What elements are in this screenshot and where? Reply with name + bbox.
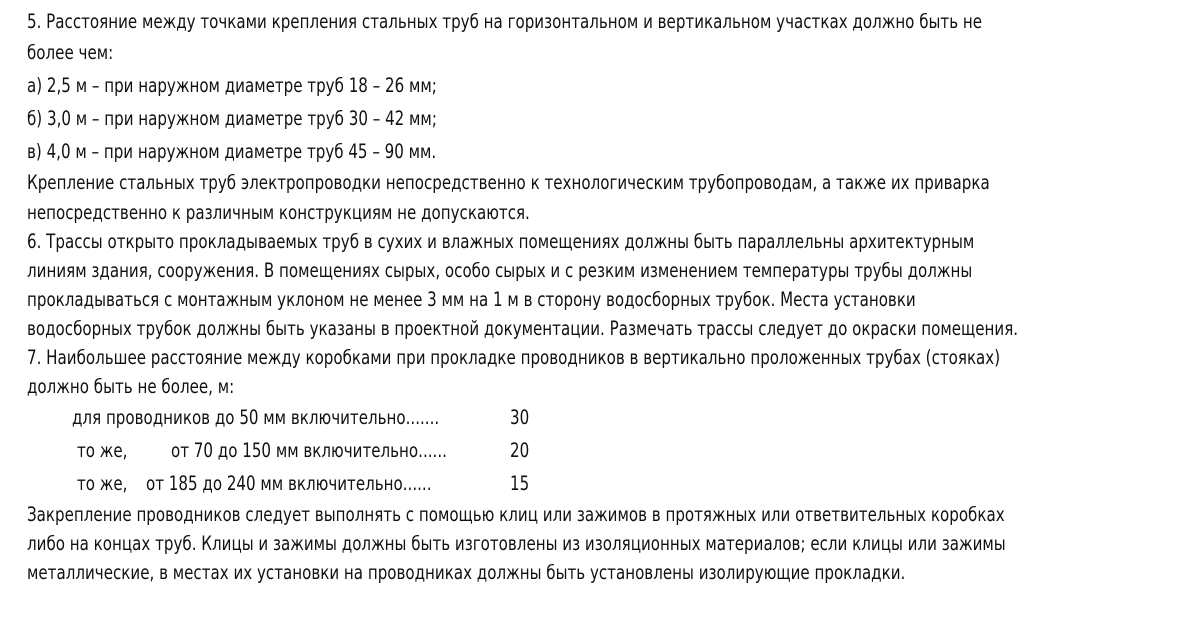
section-5-line-2: более чем:	[27, 41, 114, 64]
table-row-range: от 70 до 150 мм включительно......	[171, 439, 447, 462]
section-7-note-line-1: Закрепление проводников следует выполнять с помощью клиц или зажимов в протяжных или ответвительных коробках	[27, 503, 1005, 526]
table-row	[27, 401, 1187, 434]
section-7-note-line-3: металлические, в местах их установки на проводниках должны быть установлены изолирующие прокладки.	[27, 561, 906, 584]
table-row-range: от 185 до 240 мм включительно......	[146, 472, 432, 495]
table-row	[27, 467, 1187, 500]
section-7	[27, 343, 1187, 587]
table-row-label: для проводников до 50 мм включительно.......	[72, 406, 440, 429]
section-5	[27, 6, 1187, 227]
section-6-line-1: 6. Трассы открыто прокладываемых труб в сухих и влажных помещениях должны быть параллельны архитектурным	[27, 230, 975, 253]
section-6-line-4: водосборных трубок должны быть указаны в проектной документации. Размечать трассы следует до окраски помещения.	[27, 317, 1019, 340]
section-6-line-3: прокладываться с монтажным уклоном не менее 3 мм на 1 м в сторону водосборных трубок. Места установки	[27, 288, 916, 311]
section-5-item-c: в) 4,0 м – при наружном диаметре труб 45 – 90 мм.	[27, 140, 437, 163]
spacing-table	[27, 401, 1187, 500]
section-7-note-line-2: либо на концах труб. Клицы и зажимы должны быть изготовлены из изоляционных материалов; если клицы или зажимы	[27, 532, 1006, 555]
section-6-line-2: линиям здания, сооружения. В помещениях сырых, особо сырых и с резким изменением температуры трубы должны	[27, 259, 973, 282]
section-5-item-a: а) 2,5 м – при наружном диаметре труб 18 – 26 мм;	[27, 74, 437, 97]
table-row-value: 20	[510, 439, 530, 462]
section-5-item-b: б) 3,0 м – при наружном диаметре труб 30 – 42 мм;	[27, 107, 437, 130]
section-6	[27, 227, 1187, 343]
document-body	[27, 6, 1187, 587]
section-7-line-2: должно быть не более, м:	[27, 375, 235, 398]
section-5-note-line-1: Крепление стальных труб электропроводки непосредственно к технологическим трубопроводам, а также их приварка	[27, 171, 990, 194]
table-row-label: то же,	[77, 439, 128, 462]
table-row-label: то же,	[77, 472, 128, 495]
table-row-value: 30	[510, 406, 530, 429]
section-5-line-1: 5. Расстояние между точками крепления стальных труб на горизонтальном и вертикальном участках должно быть не	[27, 10, 983, 33]
section-7-line-1: 7. Наибольшее расстояние между коробками при прокладке проводников в вертикально проложенных трубах (стояках)	[27, 346, 1001, 369]
table-row	[27, 434, 1187, 467]
section-5-note-line-2: непосредственно к различным конструкциям не допускаются.	[27, 201, 530, 224]
table-row-value: 15	[510, 472, 530, 495]
